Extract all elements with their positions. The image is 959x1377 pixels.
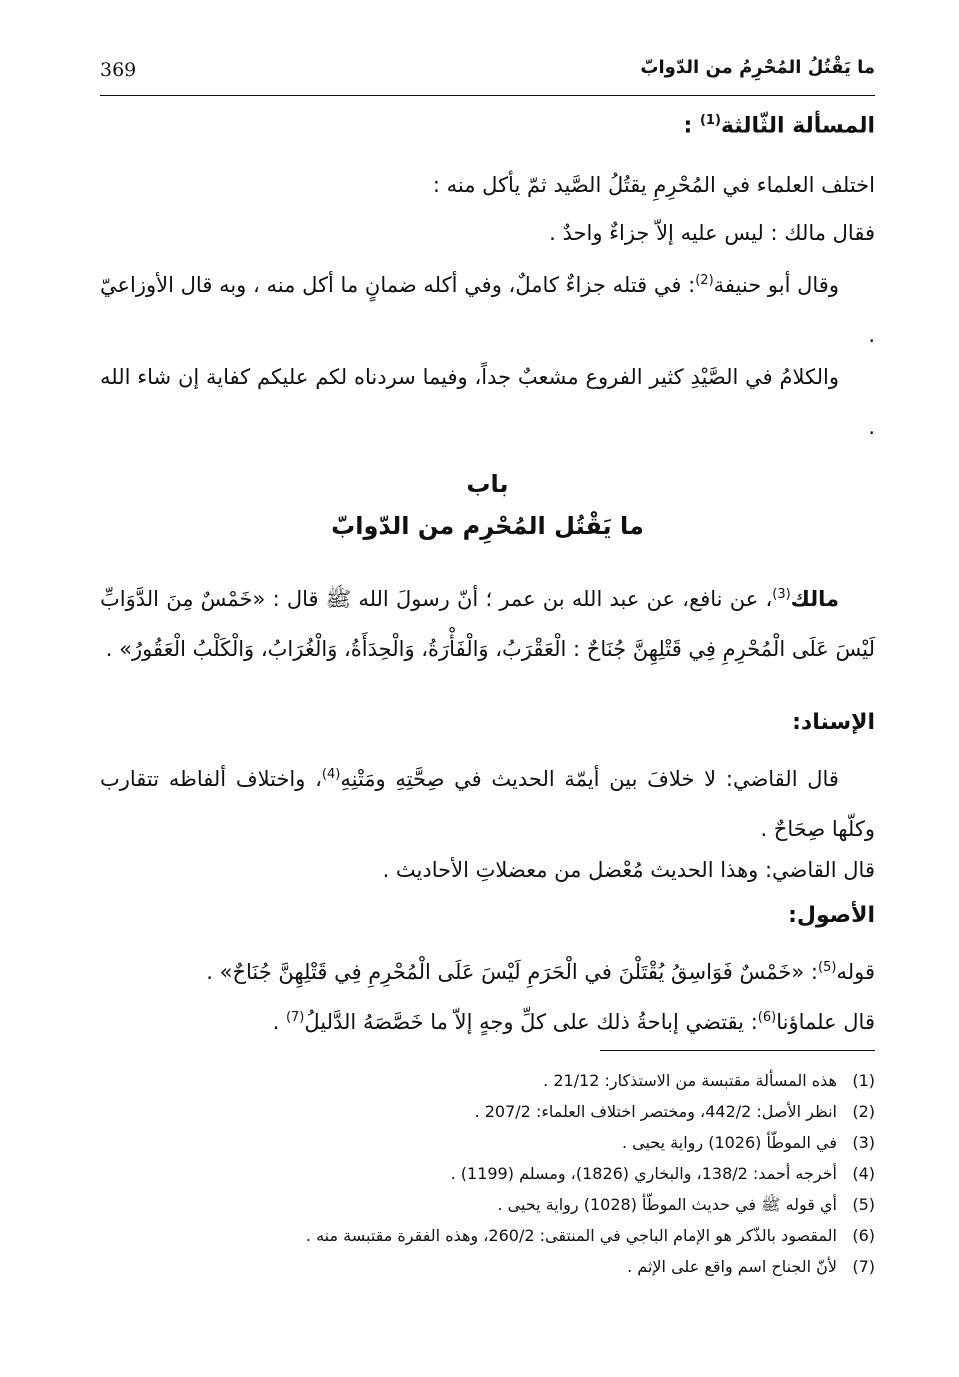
footnote-text: أي قوله ﷺ في حديث الموطّأ (1028) رواية يحيى .	[497, 1195, 837, 1214]
footnote-rule	[600, 1050, 875, 1051]
footnote-number: (6)	[852, 1226, 875, 1245]
chapter-title: ما يَقْتُل المُحْرِم من الدّوابّ	[331, 512, 644, 540]
paragraph-text: قال القاضي: لا خلافَ بين أيمّة الحديث في صِحَّتِهِ ومَتْنِهِ	[340, 767, 839, 791]
paragraph-text: قوله	[836, 960, 875, 984]
footnote-item	[100, 1065, 875, 1096]
paragraph-text: قال القاضي: وهذا الحديث مُعْضل من معضلاتِ الأحاديث .	[382, 858, 875, 882]
paragraph-text: : في قتله جزاءٌ كاملٌ، وفي أكله ضمانٍ ما أكل منه ، وبه قال الأوزاعيّ .	[100, 273, 875, 347]
footnote-item	[100, 1158, 875, 1189]
footnote-text: هذه المسألة مقتبسة من الاستذكار: 21/12 .	[543, 1071, 837, 1090]
footnote-ref: (5)	[818, 960, 837, 975]
footnote-ref: (6)	[757, 1010, 777, 1025]
footnotes	[100, 1065, 875, 1282]
footnote-number: (4)	[852, 1164, 875, 1183]
running-title: ما يَقْتُلُ المُحْرِمُ من الدّوابّ	[640, 57, 875, 78]
narrator: مالك	[790, 587, 839, 611]
isnad-heading: الإسناد:	[792, 710, 875, 735]
paragraph	[135, 943, 875, 997]
footnote-text: المقصود بالذّكر هو الإمام الباجي في المنتقى: 260/2، وهذه الفقرة مقتبسة منه .	[305, 1226, 837, 1245]
hadith-paragraph	[100, 570, 875, 674]
paragraph-text: : يقتضي إباحةُ ذلك على كلِّ وجهٍ إلاّ ما خَصَّصَهُ الدَّليلُ	[304, 1010, 758, 1034]
footnote-ref: (3)	[772, 587, 791, 602]
page-header	[100, 55, 875, 95]
footnote-item	[100, 1127, 875, 1158]
paragraph-text: والكلامُ في الصَّيْدِ كثير الفروع مشعبٌ جداً، وفيما سردناه لكم عليكم كفاية إن شاء الله .	[100, 365, 875, 439]
paragraph-text: .	[272, 1010, 286, 1034]
footnote-ref: (7)	[285, 1010, 305, 1025]
hadith-text: ، عن نافع، عن عبد الله بن عمر ؛ أنّ رسولَ الله ﷺ قال : «خَمْسٌ مِنَ الدَّوَابِّ لَيْسَ عَلَى الْمُحْرِمِ فِي قَتْلِهِنَّ جُنَاحٌ : الْعَقْرَبُ، وَالْفَأْرَةُ، وَالْحِدَأَةُ، وَالْغُرَابُ، وَالْكَلْبُ الْعَقُورُ» .	[100, 587, 875, 661]
paragraph	[135, 160, 875, 210]
footnote-number: (3)	[852, 1133, 875, 1152]
paragraph-text: فقال مالك : ليس عليه إلاّ جزاءٌ واحدٌ .	[549, 221, 875, 245]
footnote-number: (2)	[852, 1102, 875, 1121]
paragraph-text: وقال أبو حنيفة	[713, 273, 839, 297]
paragraph-text: قال علماؤنا	[776, 1010, 875, 1034]
footnote-number: (1)	[852, 1071, 875, 1090]
footnote-item	[100, 1251, 875, 1282]
paragraph	[135, 845, 875, 895]
heading-colon: :	[683, 113, 693, 139]
paragraph-text: اختلف العلماء في المُحْرِمِ يقتُلُ الصَّيد ثمّ يأكل منه :	[432, 173, 875, 197]
footnote-number: (7)	[852, 1257, 875, 1276]
footnote-number: (5)	[852, 1195, 875, 1214]
paragraph	[100, 352, 875, 452]
heading-text: المسألة الثّالثة	[720, 113, 875, 139]
footnote-ref: (1)	[699, 113, 721, 128]
paragraph-text: ، واختلاف ألفاظه تتقارب وكلّها صِحَاحٌ .	[100, 767, 875, 841]
footnote-text: في الموطّأ (1026) رواية يحيى .	[621, 1133, 837, 1152]
paragraph-text: : «خَمْسٌ فَوَاسِقُ يُقْتَلْنَ في الْحَرَمِ لَيْسَ عَلَى الْمُحْرِمِ فِي قَتْلِهِنَّ جُنَاحٌ» .	[206, 960, 819, 984]
section-heading	[100, 113, 875, 138]
usul-heading: الأصول:	[788, 903, 875, 928]
header-rule	[100, 95, 875, 96]
footnote-text: أخرجه أحمد: 138/2، والبخاري (1826)، ومسلم (1199) .	[450, 1164, 837, 1183]
paragraph	[100, 256, 875, 360]
footnote-item	[100, 1189, 875, 1220]
paragraph	[135, 993, 875, 1047]
footnote-item	[100, 1096, 875, 1127]
footnote-ref: (4)	[321, 767, 341, 782]
footnote-text: انظر الأصل: 442/2، ومختصر اختلاف العلماء: 207/2 .	[474, 1102, 837, 1121]
chapter-label: باب	[466, 470, 509, 498]
paragraph	[135, 208, 875, 258]
page-number: 369	[100, 59, 137, 81]
footnote-text: لأنّ الجناح اسم واقع على الإثم .	[627, 1257, 837, 1276]
footnote-ref: (2)	[695, 273, 714, 288]
footnote-item	[100, 1220, 875, 1251]
paragraph	[100, 750, 875, 854]
